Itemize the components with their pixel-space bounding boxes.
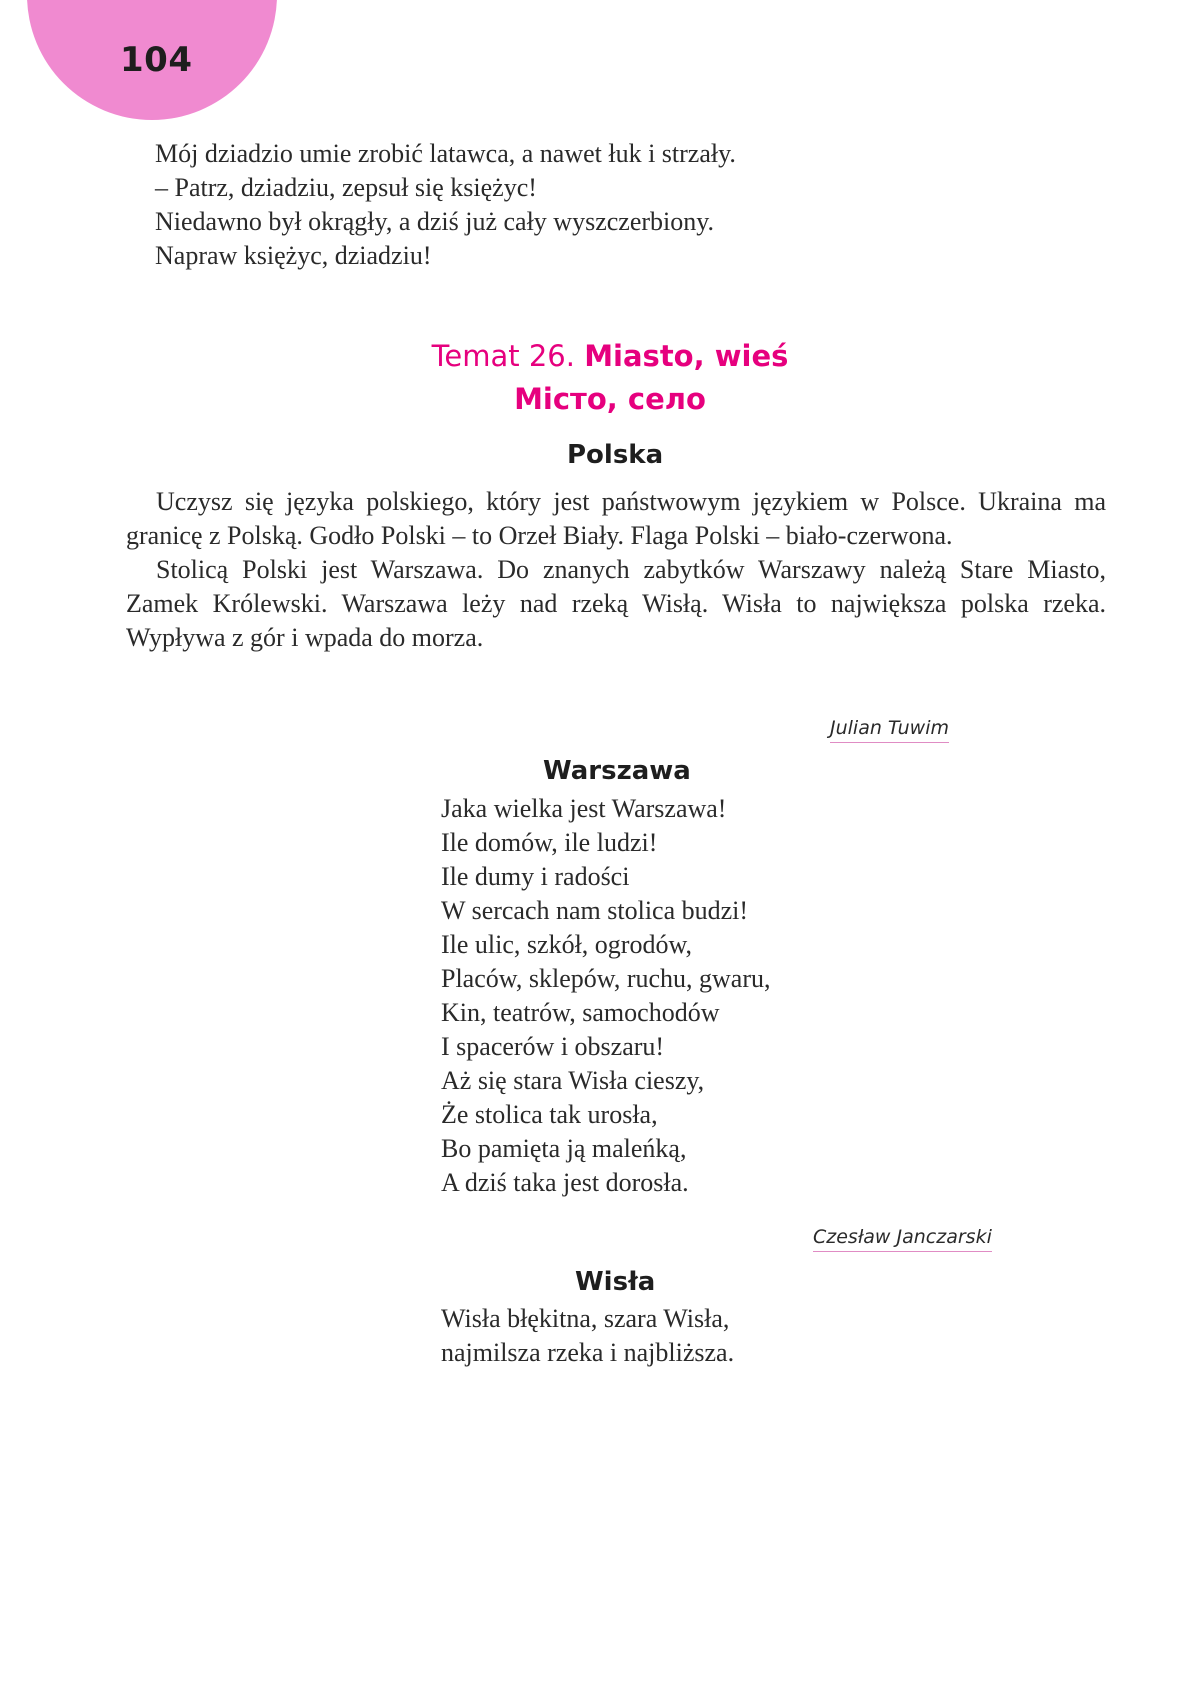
- poem-line: najmilsza rzeka i najbliższa.: [441, 1338, 735, 1367]
- section-heading-polska: Polska: [567, 440, 664, 470]
- poem-warszawa: [441, 792, 771, 1200]
- intro-line: – Patrz, dziadziu, zepsuł się księżyc!: [155, 173, 537, 202]
- topic-title: [0, 335, 1190, 377]
- topic-title-pl: Miasto, wieś: [584, 339, 789, 373]
- poem-line: W sercach nam stolica budzi!: [441, 896, 749, 925]
- poem-line: A dziś taka jest dorosła.: [441, 1168, 689, 1197]
- poem-line: Aż się stara Wisła cieszy,: [441, 1066, 705, 1095]
- poem-line: Jaka wielka jest Warszawa!: [441, 794, 727, 823]
- poem-line: Bo pamięta ją maleńką,: [441, 1134, 687, 1163]
- topic-title-uk: Місто, село: [514, 382, 706, 416]
- poem-wisla: [441, 1302, 734, 1370]
- poem-author-tuwim: Julian Tuwim: [830, 717, 949, 743]
- poem-title-wisla: Wisła: [575, 1267, 656, 1297]
- poem-line: Wisła błękitna, szara Wisła,: [441, 1304, 730, 1333]
- intro-line: Mój dziadzio umie zrobić latawca, a nawet łuk i strzały.: [155, 139, 736, 168]
- topic-subtitle: [0, 378, 1190, 420]
- paragraph: Stolicą Polski jest Warszawa. Do znanych zabytków Warszawy należą Stare Miasto, Zamek Królewski. Warszawa leży nad rzeką Wisłą. Wisła to największa polska rzeka. Wypływa z gór i wpada do morza.: [126, 555, 1106, 652]
- intro-line: Niedawno był okrągły, a dziś już cały wyszczerbiony.: [155, 207, 715, 236]
- poem-line: Że stolica tak urosła,: [441, 1100, 658, 1129]
- poem-line: Ile domów, ile ludzi!: [441, 828, 658, 857]
- page-number: 104: [120, 40, 193, 80]
- poem-line: Kin, teatrów, samochodów: [441, 998, 720, 1027]
- topic-number: Temat 26.: [431, 339, 575, 373]
- poem-title-warszawa: Warszawa: [543, 756, 691, 786]
- poem-line: I spacerów i obszaru!: [441, 1032, 665, 1061]
- section-polska-text: [126, 485, 1106, 655]
- paragraph: Uczysz się języka polskiego, który jest państwowym językiem w Polsce. Ukraina ma granicę z Polską. Godło Polski – to Orzeł Biały. Flaga Polski – biało-czerwona.: [126, 487, 1106, 550]
- intro-line: Napraw księżyc, dziadziu!: [155, 241, 432, 270]
- poem-author-janczarski: Czesław Janczarski: [813, 1226, 992, 1252]
- poem-line: Placów, sklepów, ruchu, gwaru,: [441, 964, 771, 993]
- poem-line: Ile ulic, szkół, ogrodów,: [441, 930, 693, 959]
- intro-text: [155, 137, 736, 273]
- poem-line: Ile dumy i radości: [441, 862, 630, 891]
